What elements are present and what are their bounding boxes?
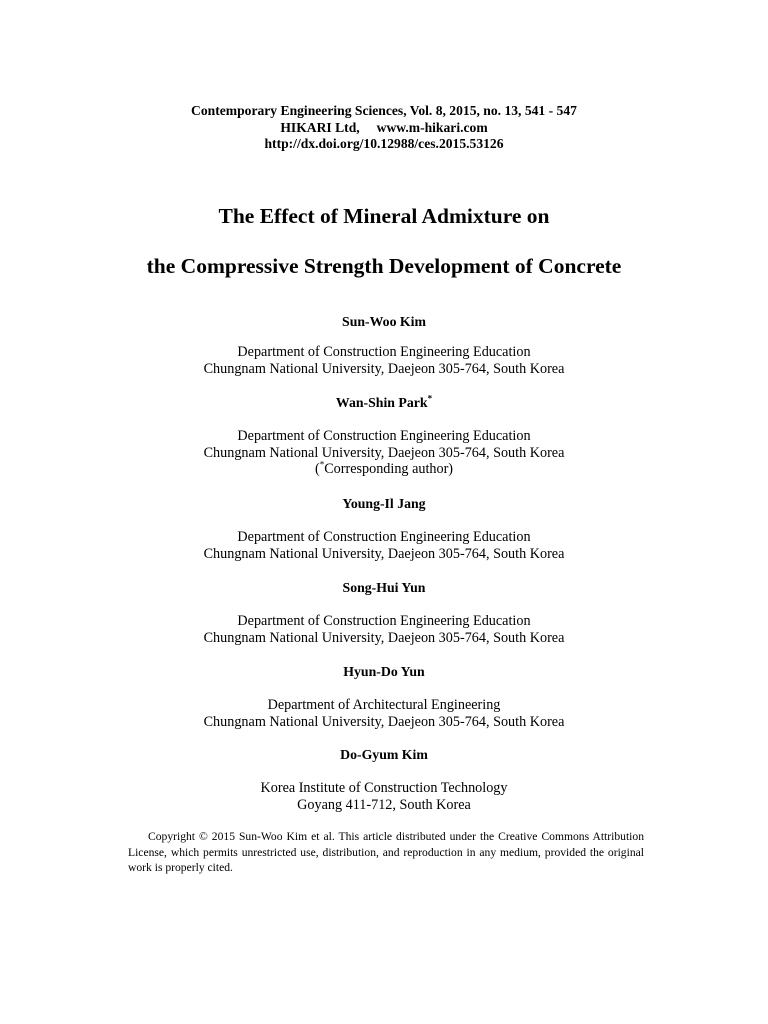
author-affiliation [0,529,768,562]
author-affiliation [0,428,768,478]
copyright-notice [128,829,644,876]
affiliation-department: Department of Construction Engineering Education [237,344,531,360]
affiliation-institute: Korea Institute of Construction Technology [260,780,508,796]
author-affiliation [0,613,768,646]
author-affiliation [0,344,768,377]
author-name: Young-Il Jang [342,496,426,511]
affiliation-address: Chungnam National University, Daejeon 305-764, South Korea [203,360,565,377]
author-affiliation [0,697,768,730]
affiliation-department: Department of Construction Engineering Education [237,529,531,545]
paper-title-line-2: the Compressive Strength Development of Concrete [146,254,622,278]
corresponding-note: (*Corresponding author) [314,459,454,477]
paper-title-line-1: The Effect of Mineral Admixture on [218,204,550,228]
affiliation-department: Department of Construction Engineering Education [237,613,531,629]
affiliation-address: Chungnam National University, Daejeon 305-764, South Korea [203,444,565,461]
author-name: Hyun-Do Yun [343,664,425,679]
doi-link[interactable]: http://dx.doi.org/10.12988/ces.2015.53126 [264,136,504,151]
copyright-text: Copyright © 2015 Sun-Woo Kim et al. This article distributed under the Creative Commons Attribution License, which permits unrestricted use, distribution, and reproduction in any medium, provided the original work is properly cited. [128,830,644,874]
author-name: Song-Hui Yun [342,580,426,595]
journal-citation: Contemporary Engineering Sciences, Vol. 8, 2015, no. 13, 541 - 547 [191,103,577,118]
publisher-line: HIKARI Ltd, www.m-hikari.com [280,119,488,135]
author-name: Do-Gyum Kim [340,747,428,762]
author-name [0,395,768,411]
affiliation-department: Department of Construction Engineering Education [237,428,531,444]
author-affiliation [0,780,768,813]
corresponding-mark: * [427,393,433,404]
affiliation-address: Chungnam National University, Daejeon 305-764, South Korea [203,629,565,646]
author-name: Sun-Woo Kim [342,314,426,329]
affiliation-address: Chungnam National University, Daejeon 305-764, South Korea [203,545,565,562]
affiliation-address: Chungnam National University, Daejeon 305-764, South Korea [203,713,565,730]
journal-header [0,103,768,153]
author-name-text: Wan-Shin Park [335,395,428,410]
affiliation-department: Department of Architectural Engineering [267,697,501,713]
affiliation-address: Goyang 411-712, South Korea [297,796,471,813]
